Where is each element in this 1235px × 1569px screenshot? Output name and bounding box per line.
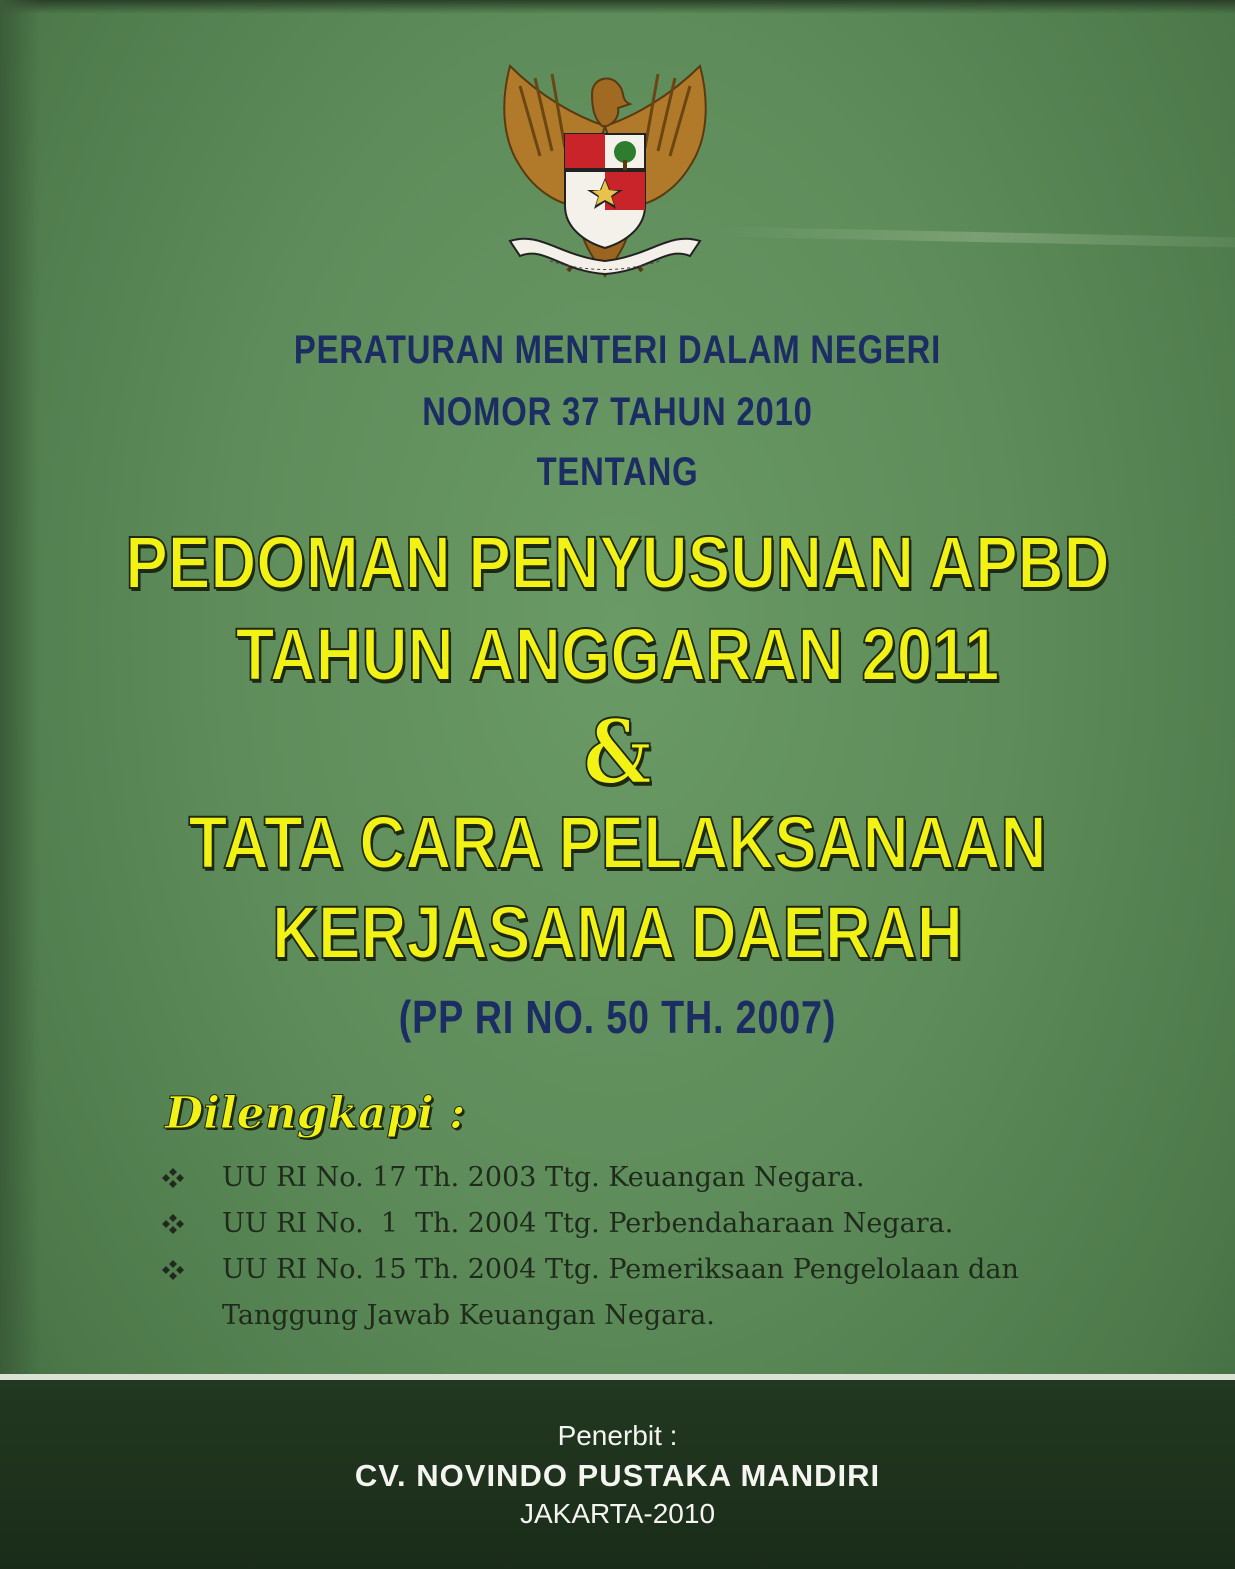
list-item xyxy=(160,1201,1120,1247)
main-title-ampersand: & xyxy=(583,700,652,804)
supplement-list xyxy=(160,1155,1120,1339)
list-item-continuation xyxy=(160,1293,1120,1339)
diamond-bullet-icon xyxy=(160,1259,186,1281)
publisher-label: Penerbit : xyxy=(557,1420,678,1451)
regulation-title: PERATURAN MENTERI DALAM NEGERI xyxy=(293,328,942,372)
main-title-line2: TAHUN ANGGARAN 2011 xyxy=(235,613,1000,696)
list-item-text: UU RI No. 17 Th. 2003 Ttg. Keuangan Negara. xyxy=(222,1162,865,1193)
main-title-line4: KERJASAMA DAERAH xyxy=(272,891,963,974)
diamond-bullet-icon xyxy=(160,1167,186,1189)
regulation-about: TENTANG xyxy=(536,450,699,494)
cover-top-edge xyxy=(0,0,1235,14)
cover-scuff-mark xyxy=(720,227,1235,248)
garuda-pancasila-icon xyxy=(480,56,730,296)
diamond-bullet-icon xyxy=(160,1213,186,1235)
list-item-text: UU RI No. 15 Th. 2004 Ttg. Pemeriksaan Pengelolaan dan xyxy=(222,1254,1019,1285)
main-title-line1: PEDOMAN PENYUSUNAN APBD xyxy=(125,521,1110,604)
legal-reference: (PP RI NO. 50 TH. 2007) xyxy=(398,991,837,1043)
main-title-line3: TATA CARA PELAKSANAAN xyxy=(188,801,1047,884)
publisher-name: CV. NOVINDO PUSTAKA MANDIRI xyxy=(354,1458,881,1493)
list-item-text: UU RI No. 1 Th. 2004 Ttg. Perbendaharaan Negara. xyxy=(222,1208,954,1239)
list-item xyxy=(160,1247,1120,1293)
list-item-text: Tanggung Jawab Keuangan Negara. xyxy=(222,1300,715,1331)
list-item xyxy=(160,1155,1120,1201)
supplement-heading: Dilengkapi : xyxy=(165,1088,466,1139)
publisher-band xyxy=(0,1374,1235,1569)
cover-spine-shadow xyxy=(0,0,40,1380)
publisher-place-year: JAKARTA-2010 xyxy=(519,1498,716,1529)
regulation-number: NOMOR 37 TAHUN 2010 xyxy=(422,390,813,434)
